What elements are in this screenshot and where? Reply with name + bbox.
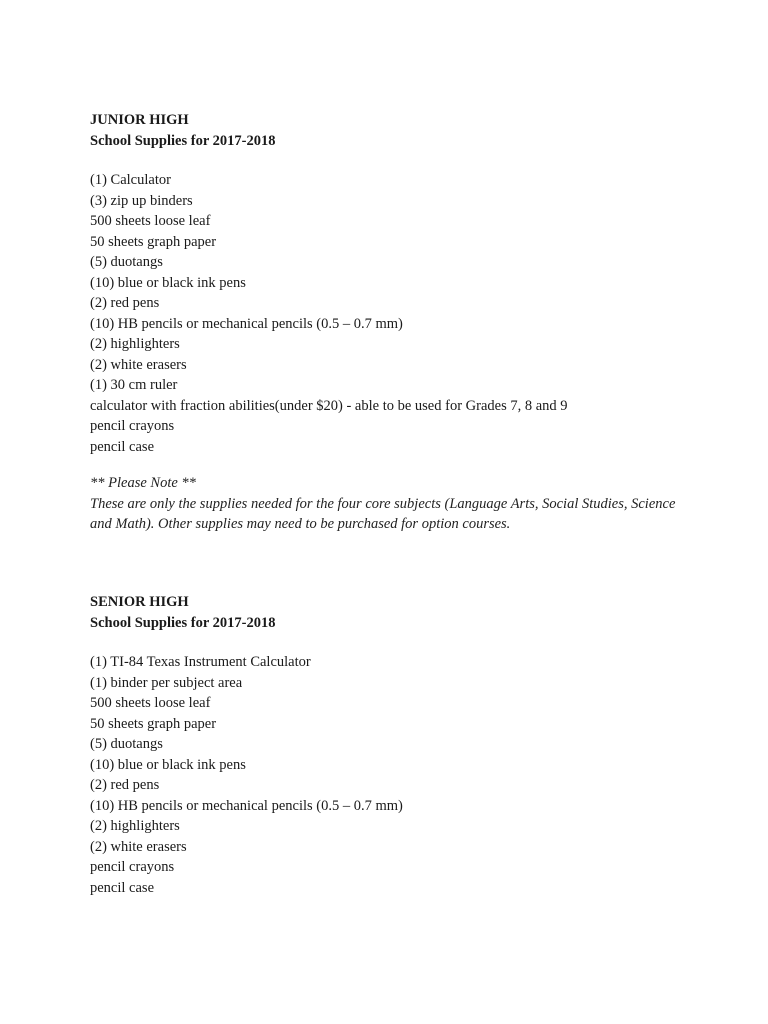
supply-item: 500 sheets loose leaf [90,213,211,229]
junior-high-heading: JUNIOR HIGH [90,112,189,128]
supply-item: (2) white erasers [90,356,187,373]
supply-item: (5) duotangs [90,254,163,270]
supply-item: (5) duotangs [90,736,163,752]
supply-item: pencil crayons [90,859,175,875]
supply-item: (2) highlighters [90,336,180,352]
supply-item: 50 sheets graph paper [90,715,217,732]
please-note-title: ** Please Note ** [90,475,196,491]
junior-high-section [90,110,710,535]
junior-high-supply-list [90,170,710,457]
supply-item: pencil case [90,438,155,455]
supply-item: (10) HB pencils or mechanical pencils (0.5 – 0.7 mm) [90,315,403,332]
please-note-block [90,473,710,535]
supply-item: (10) blue or black ink pens [90,274,246,291]
please-note-text: These are only the supplies needed for the four core subjects (Language Arts, Social Studies, Science and Math). Other supplies may need to be purchased for option courses. [90,495,676,532]
supply-item: (3) zip up binders [90,192,193,209]
senior-high-heading: SENIOR HIGH [90,594,189,610]
supply-item: (10) HB pencils or mechanical pencils (0.5 – 0.7 mm) [90,797,403,814]
junior-high-subtitle: School Supplies for 2017-2018 [90,132,276,149]
supply-item: (1) TI-84 Texas Instrument Calculator [90,654,311,670]
supply-item: (1) binder per subject area [90,674,243,691]
supply-item: (2) white erasers [90,838,187,855]
supply-item: (10) blue or black ink pens [90,756,246,773]
senior-high-subtitle: School Supplies for 2017-2018 [90,614,276,631]
supply-item: pencil case [90,879,155,896]
supply-item: (1) 30 cm ruler [90,377,178,393]
supply-item: (2) red pens [90,295,160,311]
supply-item: calculator with fraction abilities(under $20) - able to be used for Grades 7, 8 and 9 [90,397,568,414]
supply-item: (1) Calculator [90,172,171,188]
supply-item: (2) highlighters [90,818,180,834]
supply-item: 50 sheets graph paper [90,233,217,250]
supply-item: 500 sheets loose leaf [90,695,211,711]
senior-high-section [90,592,710,898]
senior-high-supply-list [90,652,710,898]
supply-item: (2) red pens [90,777,160,793]
supply-item: pencil crayons [90,418,175,434]
